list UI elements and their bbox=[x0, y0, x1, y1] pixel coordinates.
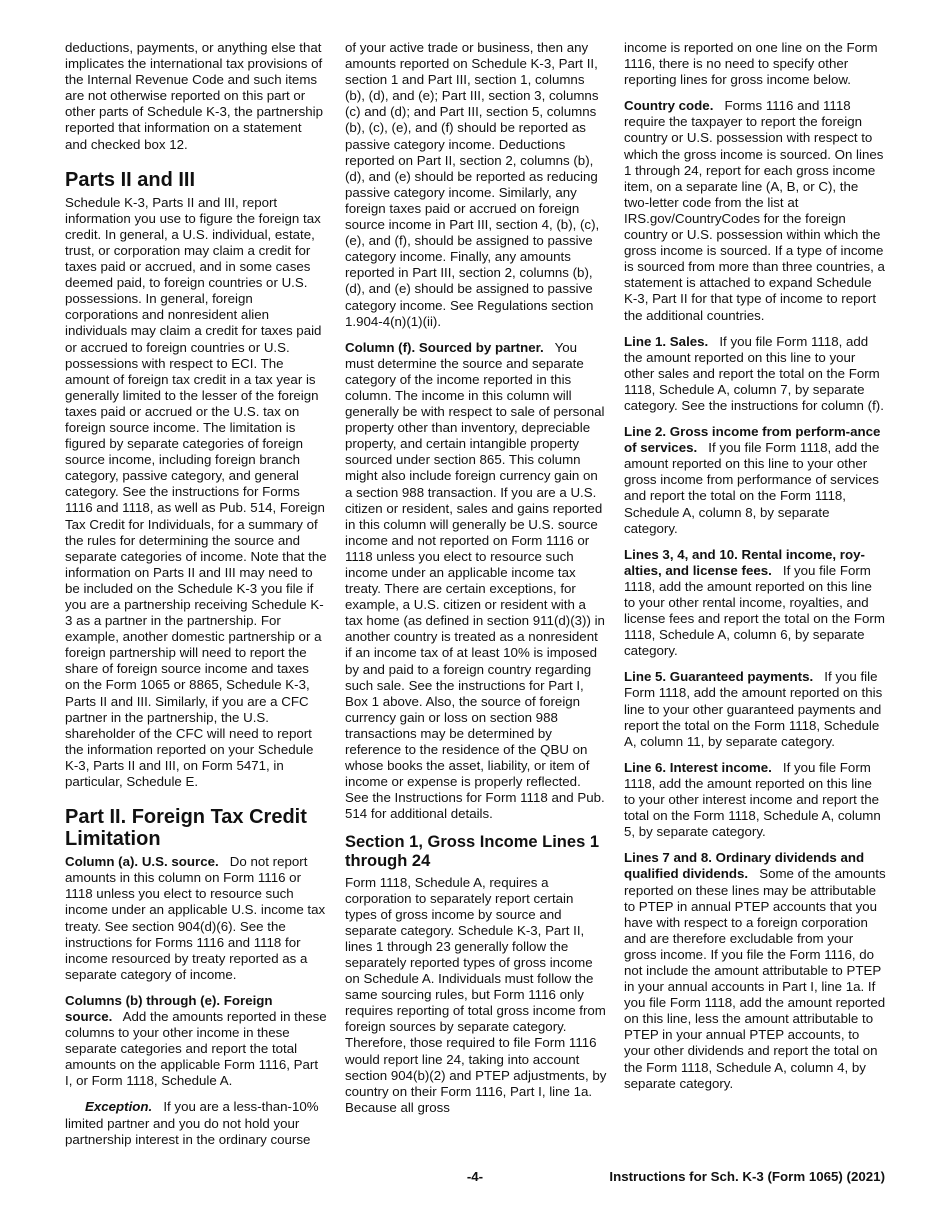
heading-section-1: Section 1, Gross Income Lines 1 through 24 bbox=[345, 832, 600, 870]
text-columns-b-e: Add the amounts reported in these columns to your other income in these separate categories and report the total amounts on the applicable Form 1116, Part I, or Form 1118, Schedule A. bbox=[65, 1008, 327, 1089]
lead-columns-b-e: Columns (b) through (e). Foreign source. bbox=[65, 992, 273, 1024]
column-middle bbox=[345, 40, 607, 1126]
heading-part-ii: Part II. Foreign Tax Credit Limitation bbox=[65, 806, 307, 851]
paragraph-lines-3-4-10 bbox=[624, 547, 886, 660]
text-column-a: Do not report amounts in this column on Form 1116 or 1118 unless you elect to resource such income under an applicable U.S. income tax treaty. See section 904(d)(6). See the instructions for Forms 1116 and 1118 for income resourced by treaty reported as a separate category of income. bbox=[65, 854, 326, 982]
lead-line-6: Line 6. Interest income. bbox=[624, 759, 772, 775]
lead-exception: Exception. bbox=[85, 1099, 153, 1115]
lead-column-f: Column (f). Sourced by partner. bbox=[345, 339, 544, 355]
heading-parts-ii-iii: Parts II and III bbox=[65, 168, 196, 191]
text-line-5: If you file Form 1118, add the amount reported on this line to your other guaranteed payments and report the total on the Form 1118, Schedule A, column 11, by separate category. bbox=[624, 669, 883, 749]
lead-lines-7-8: Lines 7 and 8. Ordinary dividends and qualified dividends. bbox=[624, 850, 865, 882]
paragraph-section-1: Form 1118, Schedule A, requires a corporation to separately report certain types of gross income by source and separate category. Schedule K-3, Part II, lines 1 through 23 generally follow the separately reported types of gross income on Schedule A. Individuals must follow the same sourcing rules, but Form 1116 only requires reporting of total gross income from foreign sources by separate category. Therefore, those required to file Form 1116 would report line 24, taking into account section 904(b)(2) and PTEP adjustments, by country on their Form 1116, Part I, line 1a. Because all gross bbox=[345, 874, 607, 1115]
column-right bbox=[624, 40, 886, 1102]
paragraph-lines-7-8 bbox=[624, 850, 886, 1091]
text-line-6: If you file Form 1118, add the amount reported on this line to your other interest income and report the total on the Form 1118, Schedule A, column 5, by separate category. bbox=[624, 759, 881, 840]
text-line-1: If you file Form 1118, add the amount reported on this line to your other sales and report the total on the Form 1118, Schedule A, column 7, by separate category. See the instructions for column (f). bbox=[624, 333, 884, 413]
paragraph-intro: deductions, payments, or anything else that implicates the international tax provisions of the Internal Revenue Code and such items are not otherwise reported on this part or other parts of Schedule K-3, the partnership reported that information on a statement and checked box 12. bbox=[65, 40, 323, 152]
lead-lines-3-4-10: Lines 3, 4, and 10. Rental income, roy-alties, and license fees. bbox=[624, 546, 865, 578]
text-column-f: You must determine the source and separate category of the income reported in this column. The income in this column will generally be with respect to sale of personal property other than inventory, depreciable property, and certain intangible property sourced under section 865. This column might also include foreign currency gain on a section 988 transaction. If you are a U.S. citizen or resident, sales and gains reported in this column will generally be U.S. source income and not reported on Form 1116 or 1118 unless you elect to resource such income under an applicable income tax treaty. There are certain exceptions, for example, a U.S. citizen or resident with a tax home (as defined in section 911(d)(3)) in another country is treated as a nonresident if an income tax of at least 10% is imposed by and paid to a foreign country regarding such sale. See the instructions for Part I, Box 1 above. Also, the source of foreign currency gain or loss on section 988 transactions may be determined by reference to the residence of the QBU on whose books the asset, liability, or item of income or expense is properly reflected. See the Instructions for Form 1118 and Pub. 514 for additional details. bbox=[345, 339, 605, 822]
paragraph-passive-continuation: of your active trade or business, then any amounts reported on Schedule K-3, Part II, section 1 and Part III, section 1, columns (b), (d), and (e); Part III, section 3, columns (c) and (d); and Part III, section 5, columns (b), (c), (e), and (f) should be reported as passive category income. Deductions reported on Part II, section 2, columns (b), (d), and (e) should be reported as reducing passive category income. Similarly, any foreign taxes paid or accrued on foreign source income in Part III, section 4, (b), (c), (e), and (f), should be assigned to passive category income. Finally, any amounts reported in Part III, section 2, columns (b), (d), and (e) should be assigned to passive category income. See Regulations section 1.904-4(n)(1)(ii). bbox=[345, 40, 600, 329]
lead-column-a: Column (a). U.S. source. bbox=[65, 854, 219, 870]
paragraph-country-code bbox=[624, 98, 886, 323]
lead-country-code: Country code. bbox=[624, 98, 714, 114]
footer-document-title: Instructions for Sch. K-3 (Form 1065) (2021) bbox=[609, 1169, 885, 1184]
paragraph-line-5 bbox=[624, 669, 886, 749]
paragraph-line-6 bbox=[624, 760, 886, 840]
lead-line-2: Line 2. Gross income from perform-ance of services. bbox=[624, 424, 881, 456]
page-number: -4- bbox=[466, 1169, 484, 1184]
text-line-2: If you file Form 1118, add the amount reported on this line to your other gross income from performance of services and report the total on the Form 1118, Schedule A, column 8, by separate category. bbox=[624, 440, 880, 536]
paragraph-line-2 bbox=[624, 424, 886, 537]
paragraph-gross-income-continuation: income is reported on one line on the Form 1116, there is no need to specify other reporting lines for gross income below. bbox=[624, 40, 878, 88]
lead-line-5: Line 5. Guaranteed payments. bbox=[624, 669, 814, 685]
paragraph-parts-ii-iii: Schedule K-3, Parts II and III, report information you use to figure the foreign tax credit. In general, a U.S. individual, estate, trust, or corporation may claim a credit for taxes paid or accrued, and in some cases deemed paid, to foreign countries or U.S. possessions. In general, foreign corporations and nonresident alien individuals may claim a credit for taxes paid or accrued to foreign countries or U.S. possessions with respect to ECI. The amount of foreign tax credit in a tax year is generally limited to the lesser of the foreign taxes paid or accrued or the U.S. tax on foreign source income. The limitation is figured by separate categories of foreign source income, including foreign branch category, passive category, and general category. See the instructions for Forms 1116 and 1118, as well as Pub. 514, Foreign Tax Credit for Individuals, for a summary of the rules for determining the source and separate categories of income. Note that the information on Parts II and III may need to be included on the Schedule K-3 you file if you are a partnership receiving Schedule K-3 as a partner in the partnership. For example, another domestic partnership or a foreign partnership will need to report the share of foreign source income and taxes on the Form 1065 or 8865, Schedule K-3, Parts II and III. Similarly, if you are a CFC partner in the partnership, the U.S. shareholder of the CFC will need to report the information reported on your Schedule K-3, Parts II and III, on Form 5471, in particular, Schedule E. bbox=[65, 194, 327, 790]
text-exception: If you are a less-than-10% limited partner and you do not hold your partnership interest in the ordinary course bbox=[65, 1099, 319, 1147]
text-lines-3-4-10: If you file Form 1118, add the amount reported on this line to your other rental income, royalties, and license fees and report the total on the Form 1118, Schedule A, column 6, by separate category. bbox=[624, 562, 885, 659]
paragraph-columns-b-e bbox=[65, 993, 327, 1090]
paragraph-column-f bbox=[345, 340, 607, 823]
paragraph-column-a bbox=[65, 854, 327, 983]
paragraph-line-1 bbox=[624, 334, 886, 414]
paragraph-exception bbox=[65, 1099, 327, 1147]
lead-line-1: Line 1. Sales. bbox=[624, 333, 709, 349]
column-left bbox=[65, 40, 327, 1158]
text-lines-7-8: Some of the amounts reported on these lines may be attributable to PTEP in annual PTEP accounts that you have with respect to a foreign corporation and are therefore excludable from your gross income. If you file the Form 1116, do not include the amount attributable to PTEP in your annual accounts in Part I, line 1a. If you file Form 1118, add the amount reported on this line, less the amount attributable to PTEP in your annual PTEP accounts, to your other dividends and report the total on the Form 1118, Schedule A, column 4, by separate category. bbox=[624, 866, 886, 1091]
text-country-code: Forms 1116 and 1118 require the taxpayer to report the foreign country or U.S. possession with respect to which the gross income is sourced. On lines 1 through 24, report for each gross income item, on a separate line (A, B, or C), the two-letter code from the list at IRS.gov/CountryCodes for the foreign country or U.S. possession within which the gross income is sourced. If a type of income is sourced from more than three countries, a statement is attached to expand Schedule K-3, Part II for that type of income to report the additional countries. bbox=[624, 98, 885, 323]
